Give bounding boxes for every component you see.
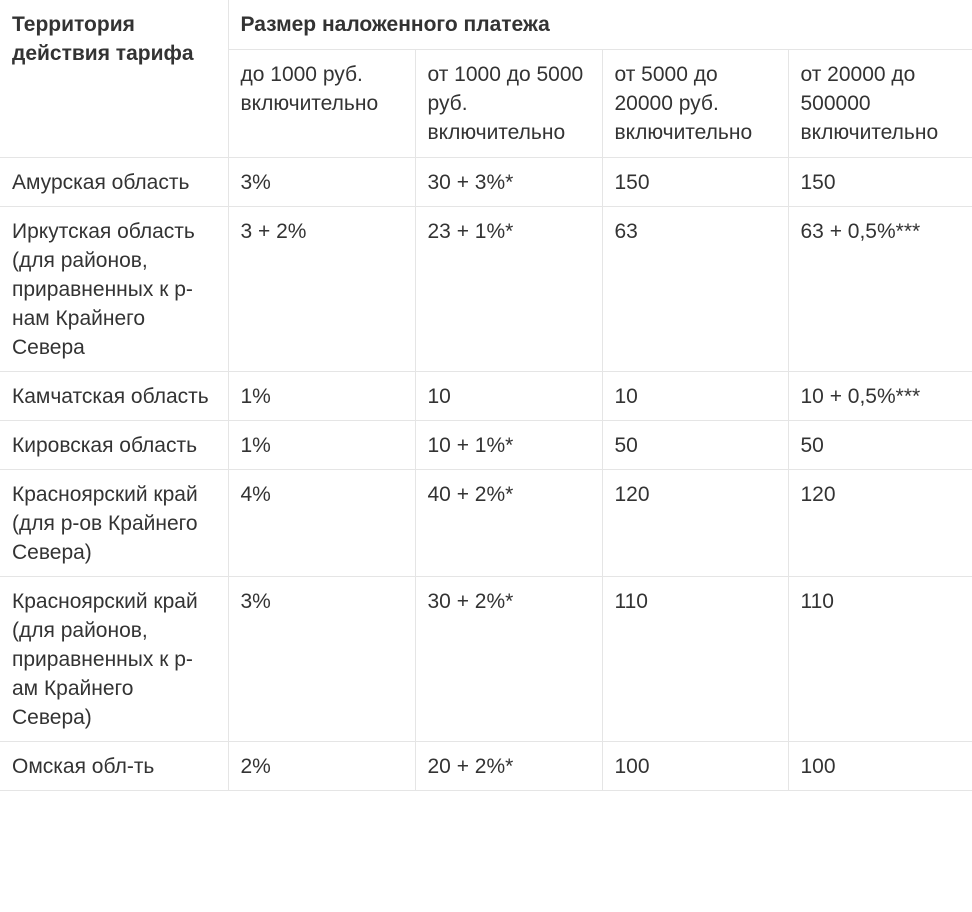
value-cell: 63 — [602, 207, 788, 372]
table-row — [0, 207, 972, 372]
range-header: от 20000 до 500000 включительно — [788, 50, 972, 158]
table-row — [0, 577, 972, 742]
value-cell: 120 — [788, 470, 972, 577]
value-cell: 150 — [788, 158, 972, 207]
value-cell: 63 + 0,5%*** — [788, 207, 972, 372]
range-header: до 1000 руб. включительно — [228, 50, 415, 158]
value-cell: 120 — [602, 470, 788, 577]
value-cell: 50 — [602, 421, 788, 470]
value-cell: 4% — [228, 470, 415, 577]
territory-cell: Камчатская область — [0, 372, 228, 421]
value-cell: 30 + 2%* — [415, 577, 602, 742]
range-header: от 5000 до 20000 руб. включительно — [602, 50, 788, 158]
territory-cell: Красноярский край (для р-ов Крайнего Севера) — [0, 470, 228, 577]
value-cell: 100 — [788, 742, 972, 791]
value-cell: 10 — [415, 372, 602, 421]
value-cell: 1% — [228, 372, 415, 421]
value-cell: 10 + 1%* — [415, 421, 602, 470]
territory-cell: Иркутская область (для районов, приравненных к р-нам Крайнего Севера — [0, 207, 228, 372]
territory-cell: Омская обл-ть — [0, 742, 228, 791]
territory-cell: Кировская область — [0, 421, 228, 470]
value-cell: 3% — [228, 577, 415, 742]
territory-cell: Красноярский край (для районов, приравненных к р-ам Крайнего Севера) — [0, 577, 228, 742]
territory-cell: Амурская область — [0, 158, 228, 207]
value-cell: 110 — [602, 577, 788, 742]
value-cell: 2% — [228, 742, 415, 791]
value-cell: 150 — [602, 158, 788, 207]
value-cell: 10 + 0,5%*** — [788, 372, 972, 421]
value-cell: 3 + 2% — [228, 207, 415, 372]
payment-size-header: Размер наложенного платежа — [228, 0, 972, 50]
table-row — [0, 372, 972, 421]
value-cell: 3% — [228, 158, 415, 207]
value-cell: 50 — [788, 421, 972, 470]
territory-header: Территория действия тарифа — [0, 0, 228, 158]
value-cell: 10 — [602, 372, 788, 421]
range-header: от 1000 до 5000 руб. включительно — [415, 50, 602, 158]
table-row — [0, 421, 972, 470]
value-cell: 30 + 3%* — [415, 158, 602, 207]
value-cell: 23 + 1%* — [415, 207, 602, 372]
value-cell: 20 + 2%* — [415, 742, 602, 791]
table-row — [0, 158, 972, 207]
table-row — [0, 742, 972, 791]
header-row — [0, 0, 972, 50]
value-cell: 110 — [788, 577, 972, 742]
value-cell: 40 + 2%* — [415, 470, 602, 577]
value-cell: 100 — [602, 742, 788, 791]
table-row — [0, 470, 972, 577]
value-cell: 1% — [228, 421, 415, 470]
